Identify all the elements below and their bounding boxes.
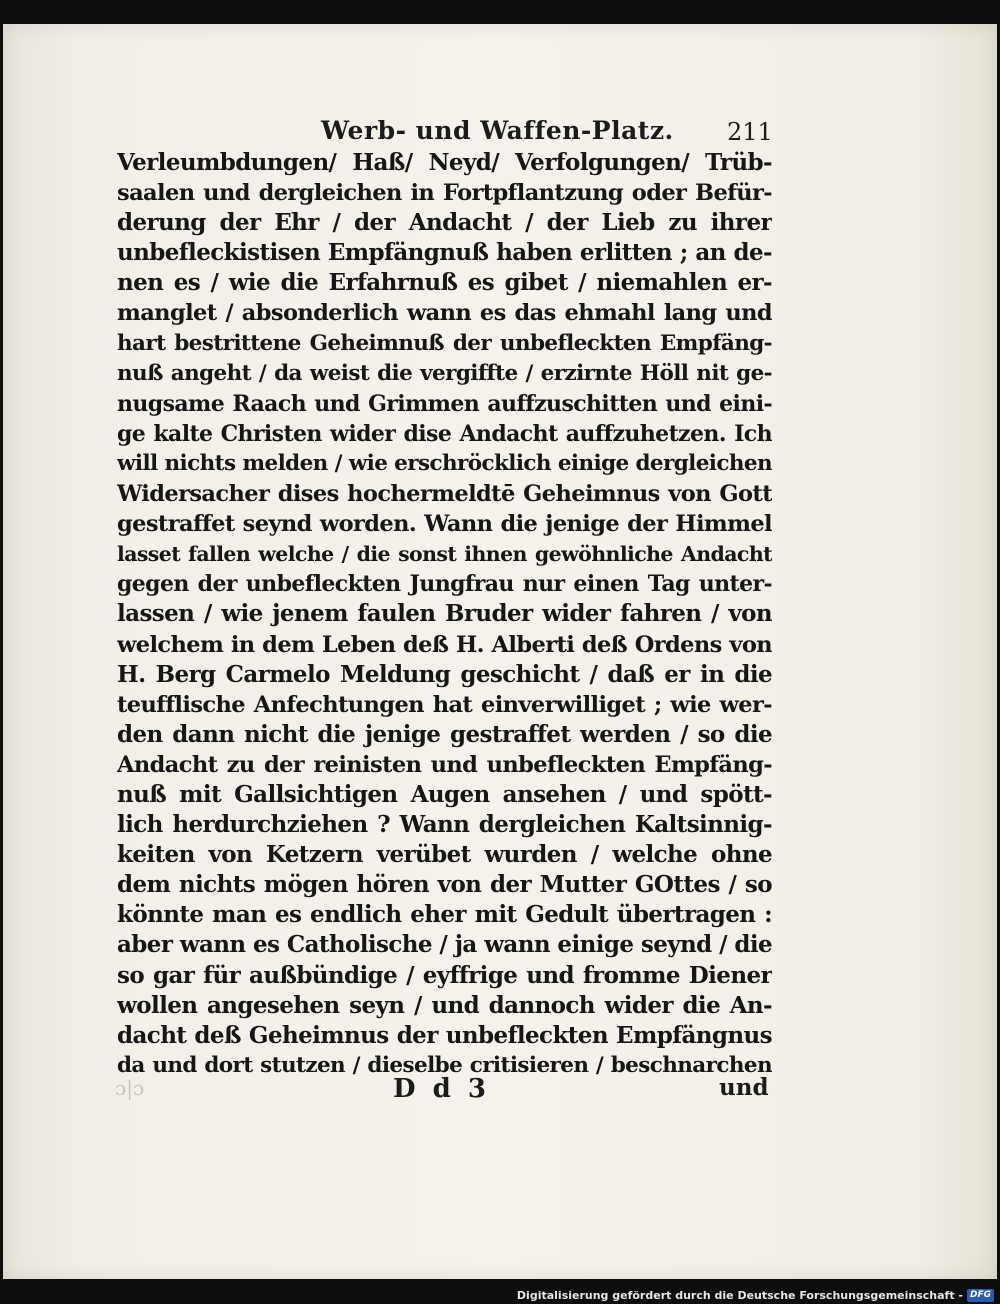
text-line: da und dort stutzen / dieselbe critisieren / beschnarchen [117,1052,772,1078]
text-line: ge kalte Christen wider dise Andacht auffzuhetzen. Ich [117,420,772,447]
credit-text: Digitalisierung gefördert durch die Deutsche Forschungsgemeinschaft - [516,1289,963,1302]
show-through-mark: ɔ|ɔ [115,1076,145,1100]
text-line: wollen angesehen seyn / und dannoch wider die An- [117,991,772,1019]
text-line: Andacht zu der reinisten und unbefleckten Empfäng- [117,751,772,778]
page-content [3,24,997,1279]
text-line: derung der Ehr / der Andacht / der Lieb zu ihrer [117,209,772,237]
running-head: Werb- und Waffen-Platz. [321,116,674,145]
digitization-credit [517,1289,994,1302]
text-line: Widersacher dises hochermeldtē Geheimnus von Gott [117,481,772,508]
catchword: und [719,1074,769,1101]
body-text [117,148,772,1081]
text-line: lassen / wie jenem faulen Bruder wider fahren / von [117,600,772,628]
text-line: Verleumbdungen/ Haß/ Neyd/ Verfolgungen/ Trüb- [117,149,772,176]
text-line: den dann nicht die jenige gestraffet werden / so die [117,720,772,748]
text-line: könnte man es endlich eher mit Gedult übertragen : [117,901,772,929]
text-line: H. Berg Carmelo Meldung geschicht / daß er in die [117,660,772,688]
text-line: nugsame Raach und Grimmen auffzuschitten und eini- [117,390,772,417]
dfg-logo-icon: DFG [967,1289,994,1302]
text-line: welchem in dem Leben deß H. Alberti deß Ordens von [117,631,772,658]
text-line: dem nichts mögen hören von der Mutter GOttes / so [117,871,772,899]
text-line: dacht deß Geheimnus der unbefleckten Empfängnus [117,1021,772,1049]
text-line: unbefleckistisen Empfängnuß haben erlitten ; an de- [117,239,772,267]
page-number: 211 [727,118,773,146]
text-line: gegen der unbefleckten Jungfrau nur einen Tag unter- [117,571,772,598]
text-line: nuß mit Gallsichtigen Augen ansehen / und spött- [117,780,772,808]
text-line: gestraffet seynd worden. Wann die jenige der Himmel [117,511,772,538]
text-line: teufflische Anfechtungen hat einverwilliget ; wie wer- [117,691,772,718]
text-line: lich herdurchziehen ? Wann dergleichen Kaltsinnig- [117,811,772,839]
text-line: will nichts melden / wie erschröcklich einige dergleichen [117,450,772,476]
text-line: nen es / wie die Erfahrnuß es gibet / niemahlen er- [117,269,772,297]
text-line: so gar für außbündige / eyffrige und fromme Diener [117,961,772,989]
text-line: aber wann es Catholische / ja wann einige seynd / die [117,931,772,959]
text-line: lasset fallen welche / die sonst ihnen gewöhnliche Andacht [117,542,772,567]
text-line: keiten von Ketzern verübet wurden / welche ohne [117,841,772,869]
text-line: hart bestrittene Geheimnuß der unbefleckten Empfäng- [117,330,772,356]
text-line: manglet / absonderlich wann es das ehmahl lang und [117,300,772,327]
text-line: saalen und dergleichen in Fortpflantzung oder Befür- [117,180,772,207]
signature-mark: D d 3 [393,1074,490,1104]
scanned-page [3,24,997,1279]
text-line: nuß angeht / da weist die vergiffte / erzirnte Höll nit ge- [117,360,772,386]
